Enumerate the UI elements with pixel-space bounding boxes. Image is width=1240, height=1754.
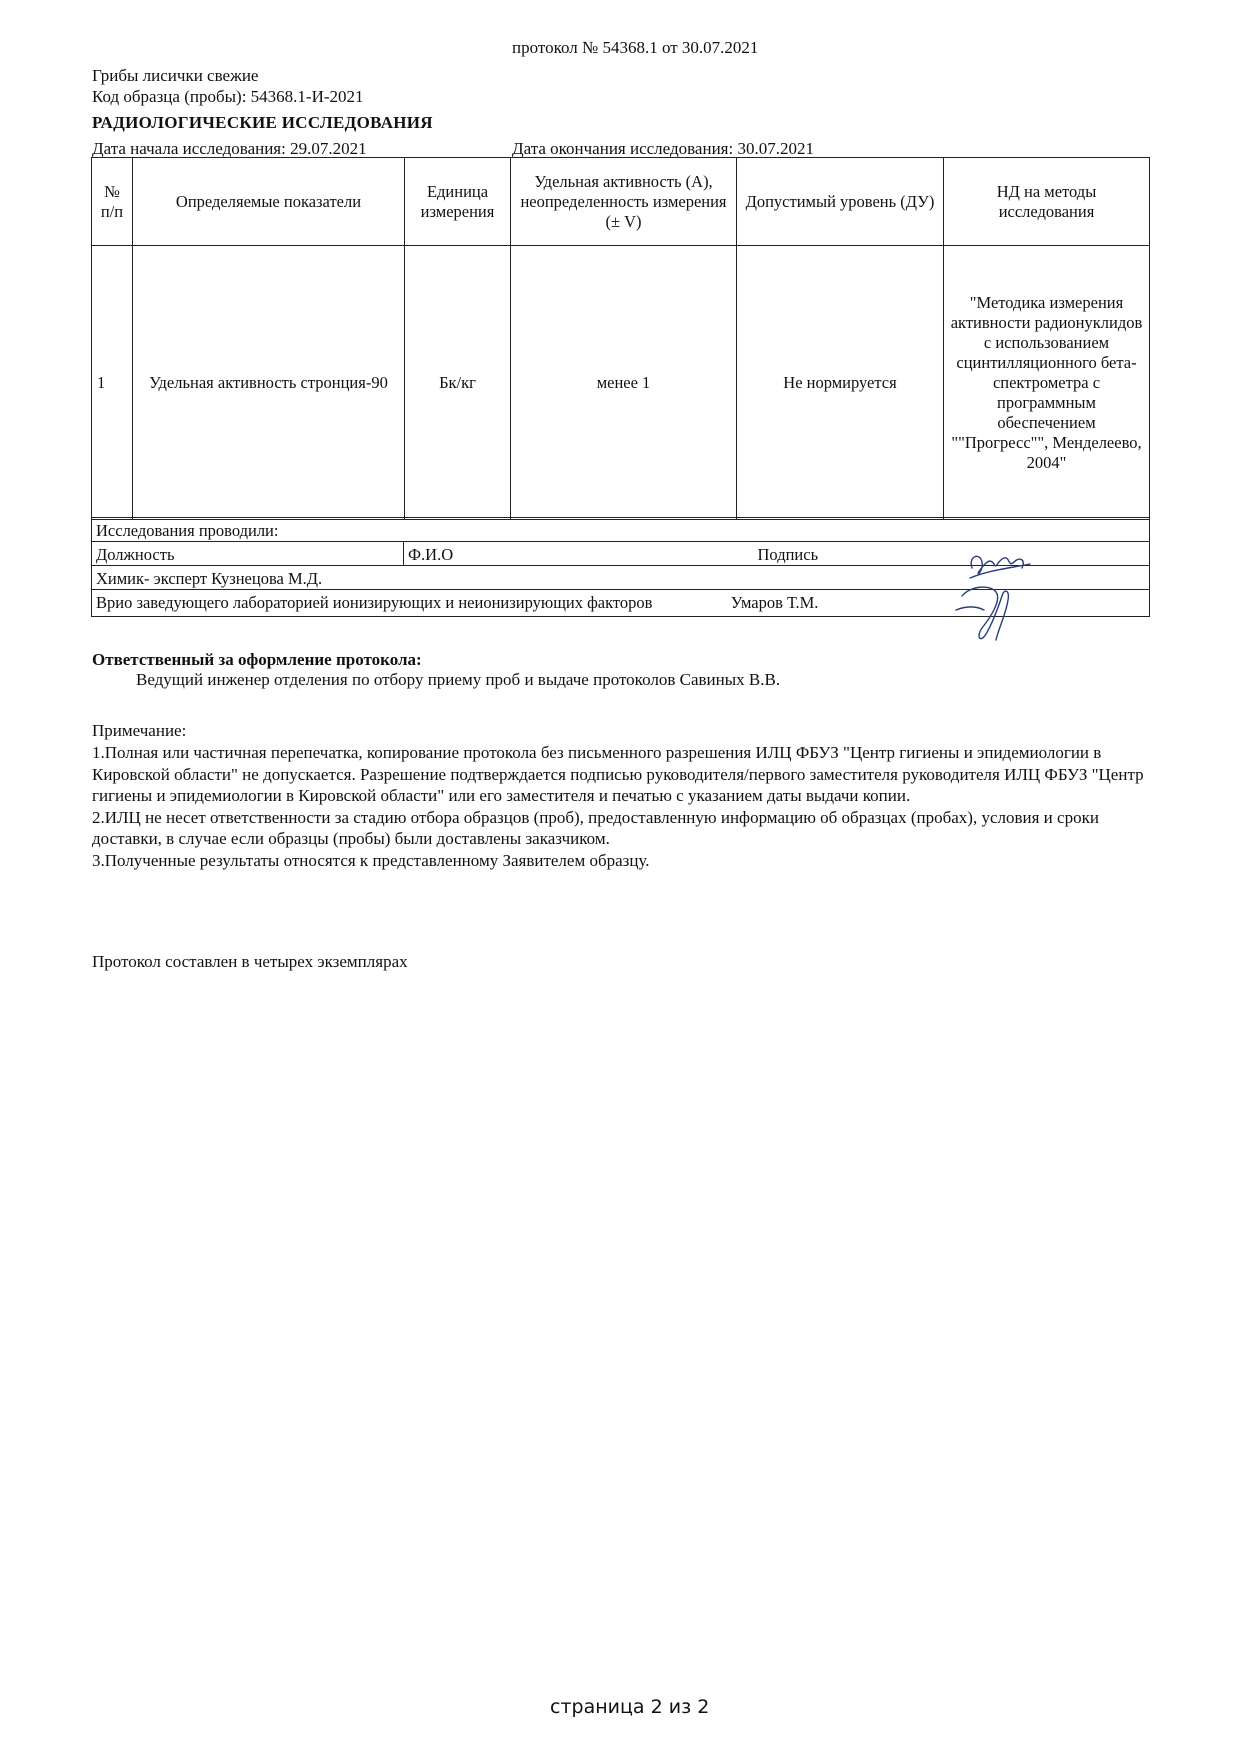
- unit-cell: Бк/кг: [405, 246, 511, 520]
- end-date: Дата окончания исследования: 30.07.2021: [512, 139, 814, 158]
- results-table: [91, 157, 1150, 520]
- performed-by-label: Исследования проводили:: [92, 518, 1150, 542]
- handwritten-signature: [950, 548, 1040, 658]
- responsible-text: Ведущий инженер отделения по отбору приему проб и выдаче протоколов Савиных В.В.: [136, 670, 781, 689]
- column-header: Допустимый уровень (ДУ): [737, 158, 944, 246]
- limit-cell: Не нормируется: [737, 246, 944, 520]
- table-header-row: [92, 158, 1150, 246]
- note-item: 2.ИЛЦ не несет ответственности за стадию отбора образцов (проб), предоставленную информацию об образцах (пробах), условия и сроки доставки, в случае если образцы (пробы) были доставлены заказчиком.: [92, 807, 1099, 848]
- copies-note: Протокол составлен в четырех экземплярах: [92, 952, 408, 971]
- column-header: НД на методы исследования: [944, 158, 1150, 246]
- protocol-number: протокол № 54368.1 от 30.07.2021: [512, 38, 759, 57]
- note-item: 1.Полная или частичная перепечатка, копирование протокола без письменного разрешения ИЛЦ ФБУЗ "Центр гигиены и эпидемиологии в Кировской области" не допускается. Разрешение подтверждается подписью руководителя/первого заместителя руководителя ИЛЦ ФБУЗ "Центр гигиены и эпидемиологии в Кировской области" или его заместителя и печатью с указанием даты выдачи копии.: [92, 743, 1144, 805]
- signer-head-position: Врио заведующего лабораторией ионизирующих и неионизирующих факторов: [96, 593, 653, 612]
- column-header: Единица измерения: [405, 158, 511, 246]
- row-number: 1: [92, 246, 133, 520]
- note-item: 3.Полученные результаты относятся к представленному Заявителем образцу.: [92, 850, 650, 870]
- activity-cell: менее 1: [511, 246, 737, 520]
- signer-head-name: Умаров Т.М.: [730, 593, 819, 612]
- name-header: Ф.И.О: [404, 542, 730, 566]
- signatures-title-row: [92, 518, 1150, 542]
- column-header: Определяемые показатели: [133, 158, 405, 246]
- table-row: [92, 246, 1150, 520]
- position-header: Должность: [92, 542, 404, 566]
- signer-chemist: Химик- эксперт Кузнецова М.Д.: [92, 566, 1150, 590]
- sample-code: Код образца (пробы): 54368.1-И-2021: [92, 87, 364, 106]
- indicator-cell: Удельная активность стронция-90: [133, 246, 405, 520]
- page-number: страница 2 из 2: [550, 1696, 710, 1718]
- column-header: Удельная активность (А), неопределенность измерения (± V): [511, 158, 737, 246]
- column-header: № п/п: [92, 158, 133, 246]
- method-cell: "Методика измерения активности радионуклидов с использованием сцинтилляционного бета-спектрометра с программным обеспечением ""Прогресс"", Менделеево, 2004": [944, 246, 1150, 520]
- responsible-title: Ответственный за оформление протокола:: [92, 650, 422, 669]
- notes-list: [92, 742, 1152, 871]
- product-name: Грибы лисички свежие: [92, 66, 259, 85]
- start-date: Дата начала исследования: 29.07.2021: [92, 139, 367, 158]
- notes-title: Примечание:: [92, 721, 187, 740]
- signature-header: Подпись: [730, 542, 1150, 566]
- section-title: РАДИОЛОГИЧЕСКИЕ ИССЛЕДОВАНИЯ: [92, 113, 433, 132]
